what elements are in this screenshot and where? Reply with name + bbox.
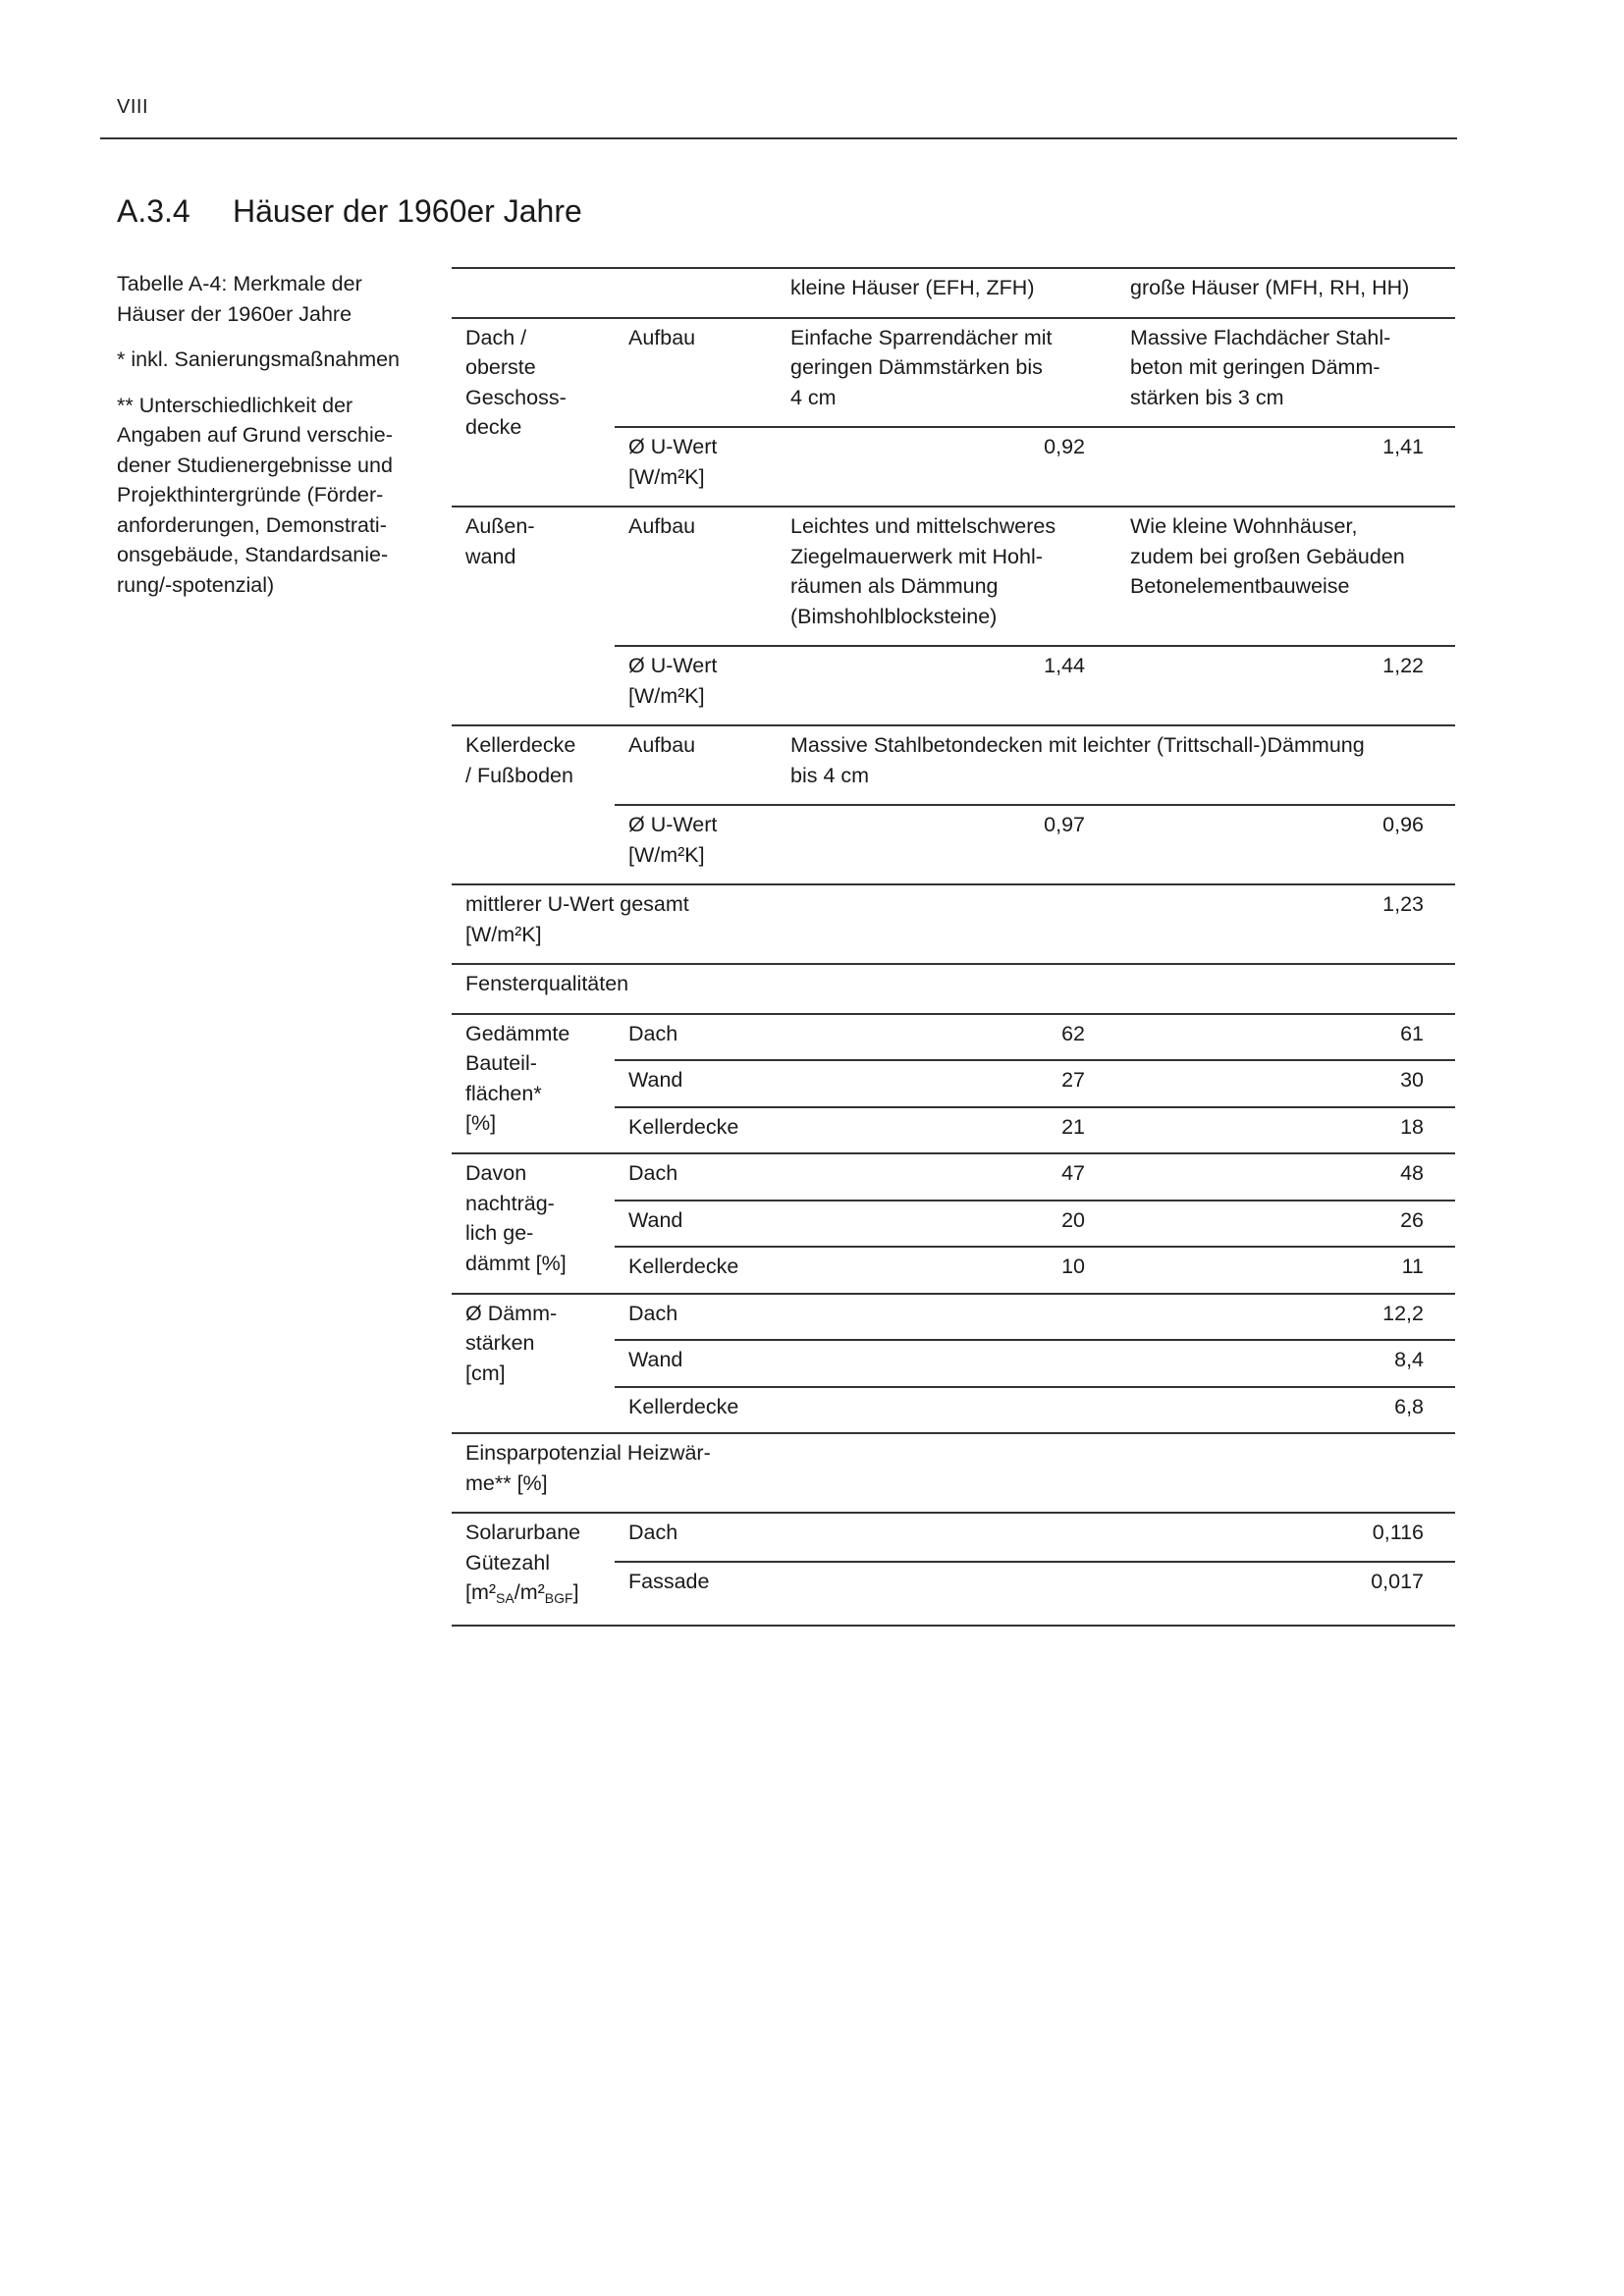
saving-potential-label: Einsparpotenzial Heizwär- me** [%] bbox=[452, 1433, 777, 1513]
saving-empty bbox=[1116, 1433, 1455, 1513]
header-empty-cell bbox=[615, 268, 777, 318]
wall-u-label: Ø U-Wert [W/m²K] bbox=[615, 646, 777, 725]
roof-label: Dach / oberste Geschoss- decke bbox=[452, 318, 615, 507]
table-row bbox=[452, 507, 1455, 646]
retrofit-part: Kellerdecke bbox=[615, 1247, 777, 1294]
table-row bbox=[452, 884, 1455, 964]
footnote-differences: ** Unterschiedlichkeit der Angaben auf Grund verschie- dener Studienergebnisse und Projekthintergründe (Förder- anforderungen, Demonstrati- onsgebäude, Standardsanie- rung/-spotenzial) bbox=[117, 393, 393, 597]
thickness-value: 12,2 bbox=[1116, 1294, 1455, 1341]
roof-u-large: 1,41 bbox=[1116, 427, 1455, 507]
retrofit-large: 11 bbox=[1116, 1247, 1455, 1294]
insulated-large: 30 bbox=[1116, 1060, 1455, 1107]
mean-u-label: mittlerer U-Wert gesamt [W/m²K] bbox=[452, 884, 1116, 964]
mean-u-value: 1,23 bbox=[1116, 884, 1455, 964]
solar-label bbox=[452, 1513, 615, 1626]
section-number: A.3.4 bbox=[117, 193, 190, 229]
insulated-small: 21 bbox=[777, 1107, 1116, 1154]
roof-u-label: Ø U-Wert [W/m²K] bbox=[615, 427, 777, 507]
table-sidebar bbox=[117, 269, 429, 615]
page-number: VIII bbox=[117, 96, 149, 118]
roof-aufbau-label: Aufbau bbox=[615, 318, 777, 428]
roof-aufbau-large: Massive Flachdächer Stahl- beton mit geringen Dämm- stärken bis 3 cm bbox=[1116, 318, 1455, 428]
roof-aufbau-small: Einfache Sparrendächer mit geringen Dämmstärken bis 4 cm bbox=[777, 318, 1116, 428]
thickness-value: 6,8 bbox=[1116, 1387, 1455, 1434]
solar-empty bbox=[777, 1562, 1116, 1625]
wall-aufbau-small: Leichtes und mittelschweres Ziegelmauerwerk mit Hohl- räumen als Dämmung (Bimshohlblocksteine) bbox=[777, 507, 1116, 646]
wall-u-small: 1,44 bbox=[777, 646, 1116, 725]
solar-label-line1: Solarurbane bbox=[465, 1521, 581, 1544]
insulated-large: 61 bbox=[1116, 1014, 1455, 1061]
solar-unit-sa: SA bbox=[496, 1590, 514, 1606]
table-row bbox=[452, 1294, 1455, 1341]
thickness-empty bbox=[777, 1294, 1116, 1341]
saving-empty bbox=[777, 1433, 1116, 1513]
retrofit-label: Davon nachträg- lich ge- dämmt [%] bbox=[452, 1153, 615, 1294]
table-row bbox=[452, 318, 1455, 428]
cellar-label: Kellerdecke / Fußboden bbox=[452, 725, 615, 884]
cellar-u-label: Ø U-Wert [W/m²K] bbox=[615, 805, 777, 884]
cellar-aufbau-text: Massive Stahlbetondecken mit leichter (Trittschall-)Dämmung bis 4 cm bbox=[777, 725, 1455, 805]
thickness-value: 8,4 bbox=[1116, 1340, 1455, 1387]
thickness-part: Dach bbox=[615, 1294, 777, 1341]
thickness-part: Wand bbox=[615, 1340, 777, 1387]
roof-u-small: 0,92 bbox=[777, 427, 1116, 507]
solar-part: Fassade bbox=[615, 1562, 777, 1625]
solar-unit-close: ] bbox=[572, 1580, 579, 1604]
insulated-part: Dach bbox=[615, 1014, 777, 1061]
section-heading bbox=[117, 193, 582, 230]
retrofit-small: 10 bbox=[777, 1247, 1116, 1294]
table-row bbox=[452, 1433, 1455, 1513]
thickness-label: Ø Dämm- stärken [cm] bbox=[452, 1294, 615, 1434]
footnote-renovation: * inkl. Sanierungsmaßnahmen bbox=[117, 347, 401, 371]
solar-unit-bgf: BGF bbox=[544, 1590, 573, 1606]
wall-aufbau-large: Wie kleine Wohnhäuser, zudem bei großen Gebäuden Betonelementbauweise bbox=[1116, 507, 1455, 646]
solar-empty bbox=[777, 1513, 1116, 1562]
cellar-u-small: 0,97 bbox=[777, 805, 1116, 884]
table-row bbox=[452, 1513, 1455, 1562]
header-empty-cell bbox=[452, 268, 615, 318]
retrofit-large: 48 bbox=[1116, 1153, 1455, 1201]
cellar-aufbau-label: Aufbau bbox=[615, 725, 777, 805]
wall-label: Außen- wand bbox=[452, 507, 615, 725]
solar-value: 0,017 bbox=[1116, 1562, 1455, 1625]
table-row bbox=[452, 1153, 1455, 1201]
insulated-part: Kellerdecke bbox=[615, 1107, 777, 1154]
table-caption: Tabelle A-4: Merkmale der Häuser der 1960er Jahre bbox=[117, 272, 362, 326]
table-row bbox=[452, 1014, 1455, 1061]
solar-unit-slash: /m² bbox=[514, 1580, 545, 1604]
page-header bbox=[100, 96, 1457, 139]
table-header-row bbox=[452, 268, 1455, 318]
retrofit-small: 47 bbox=[777, 1153, 1116, 1201]
building-characteristics-table bbox=[452, 267, 1455, 1627]
wall-u-large: 1,22 bbox=[1116, 646, 1455, 725]
table-row bbox=[452, 964, 1455, 1014]
thickness-empty bbox=[777, 1387, 1116, 1434]
header-small-houses: kleine Häuser (EFH, ZFH) bbox=[777, 268, 1116, 318]
header-large-houses: große Häuser (MFH, RH, HH) bbox=[1116, 268, 1455, 318]
solar-part: Dach bbox=[615, 1513, 777, 1562]
insulated-large: 18 bbox=[1116, 1107, 1455, 1154]
solar-unit-m2: [m² bbox=[465, 1580, 497, 1604]
retrofit-part: Wand bbox=[615, 1201, 777, 1248]
section-title: Häuser der 1960er Jahre bbox=[233, 193, 582, 229]
insulated-small: 27 bbox=[777, 1060, 1116, 1107]
retrofit-large: 26 bbox=[1116, 1201, 1455, 1248]
retrofit-part: Dach bbox=[615, 1153, 777, 1201]
wall-aufbau-label: Aufbau bbox=[615, 507, 777, 646]
table-row bbox=[452, 725, 1455, 805]
cellar-u-large: 0,96 bbox=[1116, 805, 1455, 884]
insulated-part: Wand bbox=[615, 1060, 777, 1107]
solar-label-line2: Gütezahl bbox=[465, 1550, 551, 1575]
thickness-empty bbox=[777, 1340, 1116, 1387]
insulated-small: 62 bbox=[777, 1014, 1116, 1061]
thickness-part: Kellerdecke bbox=[615, 1387, 777, 1434]
retrofit-small: 20 bbox=[777, 1201, 1116, 1248]
solar-value: 0,116 bbox=[1116, 1513, 1455, 1562]
window-quality-label: Fensterqualitäten bbox=[452, 964, 1455, 1014]
insulated-label: Gedämmte Bauteil- flächen* [%] bbox=[452, 1014, 615, 1154]
